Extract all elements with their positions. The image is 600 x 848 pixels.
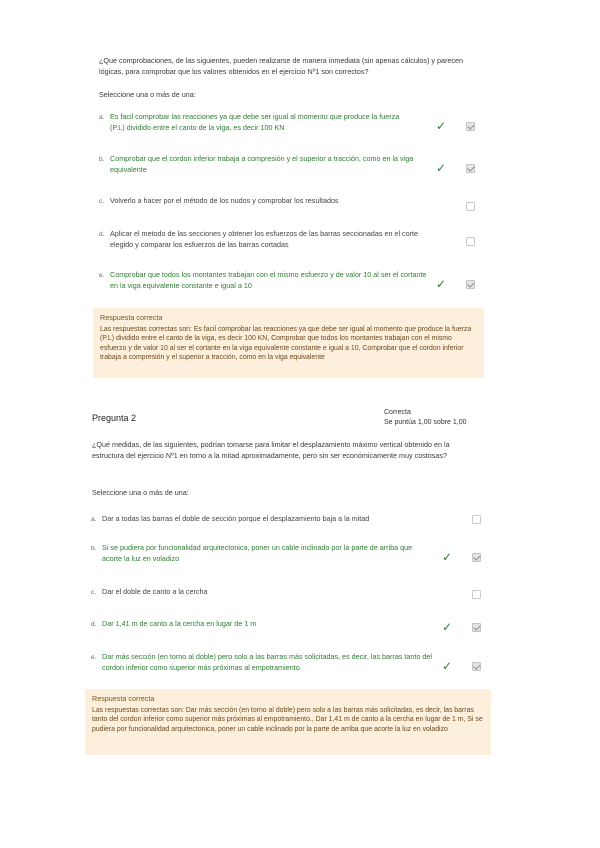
answer-1b[interactable] <box>99 153 477 175</box>
check-icon: ✓ <box>436 277 447 291</box>
answer-letter: e. <box>99 272 105 279</box>
answer-letter: d. <box>91 621 97 628</box>
answer-text: Aplicar el metodo de las secciones y obtener los esfuerzos de las barras seccionadas en el corte elegido y comparar los esfuerzos de las barras cortadas <box>110 229 419 249</box>
answer-letter: d. <box>99 231 105 238</box>
answer-text: Dar a todas las barras el doble de sección porque el desplazamiento baja a la mitad <box>102 514 370 523</box>
question-1-select-hint: Seleccione una o más de una: <box>99 90 196 99</box>
answer-2b[interactable] <box>91 542 486 564</box>
answer-text: Dar más sección (en torno al doble) pero solo a las barras más solicitadas, es decir, las barras tanto del cordon inferior como superior más próximas al empotramiento. <box>102 652 432 672</box>
answer-checkbox[interactable] <box>466 280 475 289</box>
answer-text: Comprobar que todos los montantes trabajan con el mismo esfuerzo y de valor 10 al ser el cortante en la viga equivalente constante e igual a 10 <box>110 270 427 290</box>
check-icon: ✓ <box>442 550 453 564</box>
answer-checkbox[interactable] <box>472 590 481 599</box>
status-badge: Correcta <box>384 409 411 416</box>
answer-2a[interactable] <box>91 513 486 524</box>
answer-letter: c. <box>91 589 97 596</box>
answer-checkbox[interactable] <box>466 164 475 173</box>
check-icon: ✓ <box>436 119 447 133</box>
answer-letter: a. <box>91 516 97 523</box>
answer-1a[interactable] <box>99 111 477 133</box>
answer-checkbox[interactable] <box>472 662 481 671</box>
question-title: Pregunta 2 <box>92 413 137 423</box>
question-score: Se puntúa 1,00 sobre 1,00 <box>384 419 467 426</box>
answer-checkbox[interactable] <box>466 202 475 211</box>
answer-1e[interactable] <box>99 269 477 291</box>
answer-2c[interactable] <box>91 586 486 597</box>
answer-checkbox[interactable] <box>472 623 481 632</box>
feedback-title: Respuesta correcta <box>100 313 163 322</box>
check-icon: ✓ <box>442 620 453 634</box>
answer-text: Comprobar que el cordon inferior trabaja a compresión y el superior a tracción, como en la viga equivalente <box>110 154 414 174</box>
feedback-body: Las respuestas correctas son: Es facil comprobar las reacciones ya que debe ser igual al momento que produce la fuerza (P.L) dividido entre el canto de la viga, es decir 100 KN, Comprobar que todos los montantes trabajan con el mismo esfuerzo y de valor 10 al ser el cortante en la viga equivalente constante e igual a 10, Comprobar que el cordon inferior trabaja a compresión y el superior a tracción, como en la viga equivalente <box>100 325 472 362</box>
feedback-body: Las respuestas correctas son: Dar más sección (en torno al doble) pero solo a las barras más solicitadas, es decir, las barras tanto del cordon inferior como superior más próximas al empotramiento., Dar 1,41 m de canto a la cercha en lugar de 1 m, Si se pudiera por funcionalidad arquitectonica, poner un cable inclinado por la parte de arriba que acorte la luz en voladizo <box>92 706 483 733</box>
answer-letter: e. <box>91 654 97 661</box>
answer-letter: b. <box>99 156 105 163</box>
question-1-text: ¿Que comprobaciones, de las siguientes, pueden realizarse de manera inmediata (sin apenas cálculos) y parecen lógicas, para comprobar que los valores obtenidos en el ejercicio Nº1 son correctos? <box>99 56 463 76</box>
answer-text: Dar 1,41 m de canto a la cercha en lugar de 1 m <box>102 619 257 628</box>
feedback-title: Respuesta correcta <box>92 694 155 703</box>
answer-letter: b. <box>91 545 97 552</box>
question-2-text: ¿Qué medidas, de las siguientes, podrían tomarse para limitar el desplazamiento máximo vertical obtenido en la estructura del ejercicio Nº1 en torno a la mitad aproximadamente, pero sin ser económicamente muy costosas? <box>92 440 450 460</box>
answer-text: Volverlo a hacer por el método de los nudos y comprobar los resultados <box>110 196 339 205</box>
answer-checkbox[interactable] <box>472 553 481 562</box>
answer-2d[interactable] <box>91 618 486 634</box>
check-icon: ✓ <box>436 161 447 175</box>
answer-text: Es facil comprobar las reacciones ya que debe ser igual al momento que produce la fuerza (P.L) dividido entre el canto de la viga, es decir 100 KN <box>110 112 400 132</box>
answer-checkbox[interactable] <box>466 122 475 131</box>
answer-text: Si se pudiera por funcionalidad arquitectonica, poner un cable inclinado por la parte de arriba que acorte la luz en voladizo <box>102 543 413 563</box>
answer-letter: c. <box>99 198 105 205</box>
answer-2e[interactable] <box>91 651 486 673</box>
question-2-select-hint: Seleccione una o más de una: <box>92 488 189 497</box>
question-1-feedback <box>93 308 484 378</box>
answer-checkbox[interactable] <box>472 515 481 524</box>
question-2-feedback <box>85 689 491 755</box>
check-icon: ✓ <box>442 659 453 673</box>
answer-1d[interactable] <box>99 228 477 250</box>
answer-letter: a. <box>99 114 105 121</box>
answer-1c[interactable] <box>99 195 477 206</box>
answer-text: Dar el doble de canto a la cercha <box>102 587 208 596</box>
answer-checkbox[interactable] <box>466 237 475 246</box>
